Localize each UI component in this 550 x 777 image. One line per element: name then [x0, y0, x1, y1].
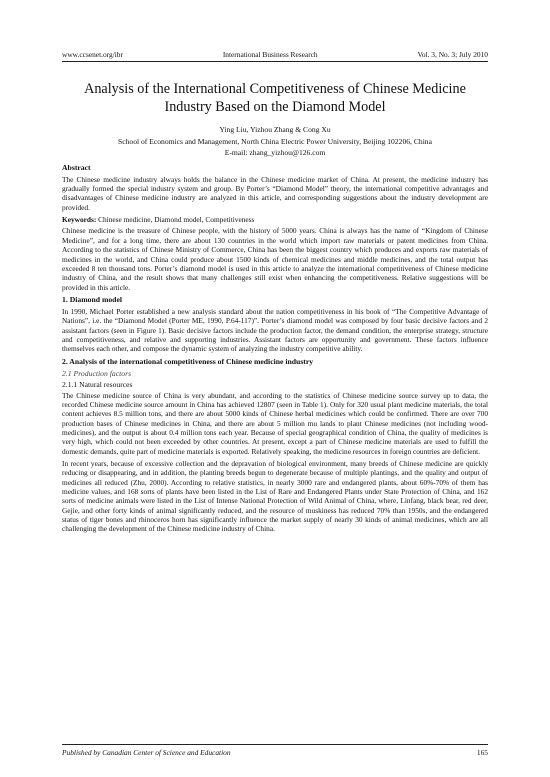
keywords-label: Keywords: [62, 214, 97, 224]
article-body [62, 80, 488, 537]
abstract-text: The Chinese medicine industry always holds the balance in the Chinese medicine market of China. At present, the medicine industry has gradually formed the special industry system and group. By Porter’s “Diamond Model” theory, the international competitive advantages and disadvantages of Chinese medicine industry are analyzed in this article, and corresponding suggestions about the industry development are provided. [62, 174, 488, 212]
publisher-line: Published by Canadian Center of Science and Education [62, 748, 231, 757]
abstract-heading: Abstract [62, 162, 91, 172]
page-footer [62, 744, 488, 757]
subsection-2-1-heading: 2.1 Production factors [62, 368, 132, 378]
volume-issue: Vol. 3, No. 3; July 2010 [417, 50, 488, 59]
section-2-paragraph-2: In recent years, because of excessive collection and the depravation of biological environment, many breeds of Chinese medicine are quickly reducing or disappearing, and in addition, the planting breeds begun to degenerate because of multiple plantings, and the quality and output of medicines all reduced (Zhu, 2000). According to relative statistics, in nearly 3000 rare and endangered plants, about 60%-70% of them has medicine values, and 168 sorts of plants have been listed in the List of Rare and Endangered Plants under State Protection of China, and 162 sorts of medicine animals were listed in the List of Intense National Protection of Wild Animal of China, where, Linfang, black bear, red deer, Gejie, and other forty kinds of animal significantly reduced, and the resource of muskiness has reduced 70% than 1950s, and the endangered status of tiger bones and rhinoceros horn has significantly influence the market supply of nearly 30 kinds of animal medicines, which are all challenging the development of the Chinese medicine industry of China. [62, 459, 488, 534]
journal-url[interactable]: www.ccsenet.org/ibr [62, 50, 123, 59]
running-head [62, 50, 488, 62]
author-list: Ying Liu, Yizhou Zhang & Cong Xu [219, 125, 331, 134]
page-number: 165 [476, 748, 488, 757]
section-2-paragraph-1: The Chinese medicine source of China is very abundant, and according to the statistics of Chinese medicine source survey up to data, the recorded Chinese medicine source amount in China has achieved 12807 (seen in Table 1). Only for 320 usual plant medicine materials, the total content achieves 8.5 million tons, and there are about 5000 kinds of Chinese herbal medicines which could be confirmed. There are over 700 production bases of Chinese medicines in China, and there are about 5 million mu lands to plant Chinese medicines (not including wood-medicines), and the output is about 0.4 million tons each year. Because of special geographical condition of China, the quality of medicines is very high, which could not been exceeded by other countries. At present, except a part of Chinese medicine materials are used to fulfill the domestic demands, quite part of medicine materials is exported. Relatively speaking, the medicine resources in foreign countries are deficient. [62, 390, 488, 456]
section-1-paragraph: In 1990, Michael Porter established a new analysis standard about the nation competitiveness in his book of “The Competitive Advantage of Nations”, i.e. the “Diamond Model (Porter ME, 1990, P.64-117)”. Porter’s diamond model was composed by four basic decisive factors and 2 assistant factors (seen in Figure 1). Basic decisive factors include the production factor, the demand condition, the enterprise strategy, structure and competitiveness, and relative and supporting industries. Assistant factors are opportunity and government. These factors influence themselves each other, and compose the dynamic system of analyzing the industry competitive ability. [62, 306, 488, 354]
contact-email[interactable]: E-mail: zhang_yizhou@126.com [224, 148, 326, 157]
keywords-text: Chinese medicine, Diamond model, Competitiveness [96, 214, 255, 224]
affiliation: School of Economics and Management, North China Electric Power University, Beijing 102206, China [118, 136, 432, 146]
article-title: Analysis of the International Competitiveness of Chinese Medicine Industry Based on the Diamond Model [84, 81, 466, 115]
section-1-heading: 1. Diamond model [62, 294, 123, 304]
subsection-2-1-1-heading: 2.1.1 Natural resources [62, 379, 133, 389]
intro-paragraph: Chinese medicine is the treasure of Chinese people, with the history of 5000 years. China is always has the name of “Kingdom of Chinese Medicine”, and for a long time, there are about 130 countries in the world which import raw materials or patent medicines from China. According to the statistics of Chinese Ministry of Commerce, China has been the biggest country which produces and exports raw materials of medicines in the world, and China could produce about 1500 kinds of chemical medicines and middle medicines, and the total output has exceeded 8 ten thousand tons. Porter’s diamond model is used in this article to analyze the international competitiveness of Chinese medicine industry of China, and the result shows that many challenges still exist when enhancing the competitiveness. Relative suggestions will be provided in this article. [62, 226, 488, 292]
journal-name: International Business Research [222, 50, 318, 59]
section-2-heading: 2. Analysis of the international competitiveness of Chinese medicine industry [62, 356, 314, 366]
keywords-line [62, 215, 488, 225]
